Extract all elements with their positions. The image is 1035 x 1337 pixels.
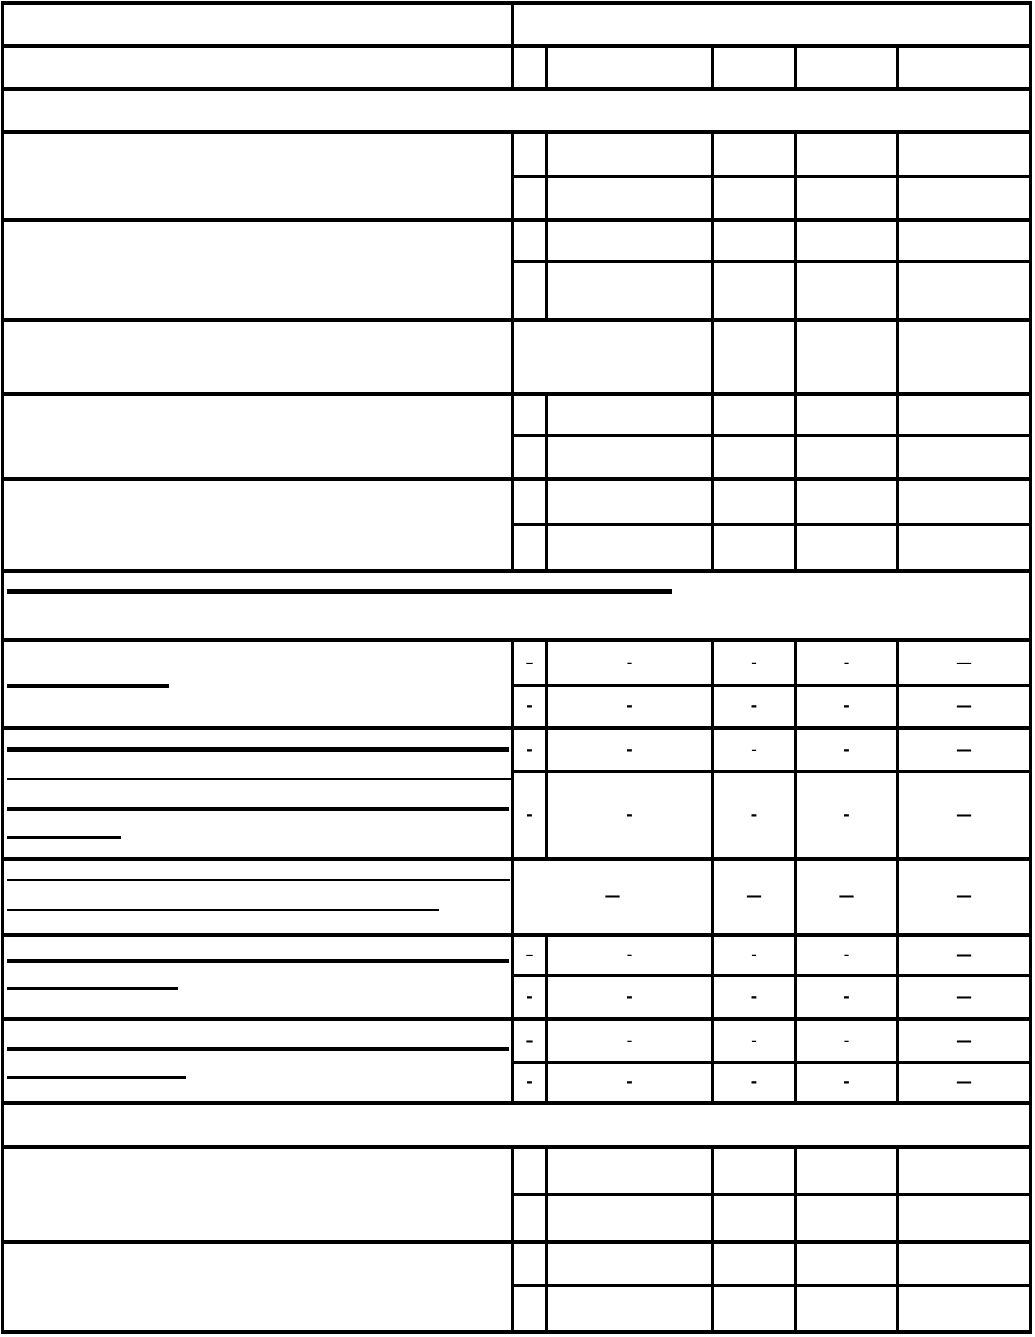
- cell-row14-sub2-colC: -: [750, 1072, 758, 1091]
- cell-row13-sub1-colA: –: [525, 945, 534, 964]
- grid-line-row8-bottom: [4, 569, 1032, 573]
- cell-row10-sub2-colC: -: [750, 696, 758, 715]
- cell-row13-sub2-colE: —: [956, 986, 972, 1006]
- cell-row14-sub1-colE: —: [956, 1030, 972, 1050]
- cell-row11-sub2-colC: -: [750, 804, 758, 824]
- grid-line-colB-divider-seg2: [711, 130, 714, 573]
- cell-row13-sub2-colC: -: [750, 986, 758, 1006]
- grid-line-row2-bottom: [4, 87, 1032, 91]
- cell-row10-sub1-colA: –: [525, 652, 534, 672]
- cell-row14-sub1-colD: -: [843, 1030, 850, 1050]
- cell-row11-sub2-colE: —: [956, 804, 972, 824]
- cell-row12-colBA: —: [604, 886, 621, 905]
- cell-row11-sub2-colD: -: [843, 804, 850, 824]
- grid-line-band3-bottom: [4, 1145, 1032, 1149]
- redacted-underline-section-heading: [7, 589, 672, 594]
- cell-row10-sub1-colE: —: [956, 652, 972, 672]
- cell-row10-sub1-colC: -: [751, 652, 757, 672]
- cell-row13-sub1-colD: -: [843, 945, 850, 964]
- grid-line-left-border: [1, 1, 4, 1334]
- redacted-underline-row13-line2: [7, 987, 178, 990]
- cell-row14-sub2-colE: —: [956, 1072, 972, 1091]
- cell-row11-sub1-colE: —: [956, 739, 972, 759]
- grid-line-main-divider-seg4: [511, 1145, 514, 1334]
- grid-subdivider-row16: [511, 1193, 1032, 1196]
- grid-line-colD-divider-seg2: [896, 130, 899, 573]
- cell-row14-sub1-colB: -: [626, 1030, 633, 1050]
- grid-line-colA-divider-seg3: [545, 392, 548, 572]
- cell-row12-colC: —: [746, 886, 762, 905]
- grid-subdivider-row8: [511, 523, 1032, 526]
- grid-line-colD-divider-seg4: [896, 1145, 899, 1334]
- cell-row11-sub1-colC: -: [751, 739, 757, 759]
- grid-line-colB-divider-seg1: [711, 44, 714, 90]
- grid-subdivider-row7: [511, 434, 1032, 437]
- redacted-underline-row12-line1: [7, 879, 510, 881]
- cell-row14-sub2-colB: -: [626, 1072, 633, 1091]
- grid-line-colD-divider-seg1: [896, 44, 899, 90]
- cell-row11-sub2-colB: -: [626, 804, 633, 824]
- grid-line-main-divider-seg2: [511, 130, 514, 573]
- grid-line-colB-divider-seg4: [711, 1145, 714, 1334]
- cell-row13-sub1-colB: -: [626, 945, 633, 964]
- cell-row11-sub2-colA: -: [526, 804, 533, 824]
- cell-row12-colE: —: [956, 886, 972, 905]
- grid-subdivider-row17: [511, 1284, 1032, 1287]
- cell-row10-sub2-colE: —: [956, 696, 972, 715]
- cell-row11-sub1-colA: -: [526, 739, 533, 759]
- cell-row11-sub1-colD: -: [843, 739, 850, 759]
- cell-row10-sub2-colB: -: [626, 696, 633, 715]
- grid-line-row1-bottom: [4, 44, 1032, 48]
- redacted-underline-row11-line1: [7, 747, 509, 752]
- grid-line-colA-divider-seg6: [545, 1145, 548, 1334]
- redacted-underline-row12-line2: [7, 909, 439, 911]
- redacted-underline-row14-line2: [7, 1076, 186, 1079]
- cell-row14-sub1-colC: -: [751, 1030, 757, 1050]
- grid-line-colC-divider-seg1: [794, 44, 797, 90]
- cell-row14-sub2-colA: -: [526, 1072, 533, 1091]
- grid-line-row5-bottom: [4, 318, 1032, 322]
- cell-row10-sub2-colA: -: [526, 696, 533, 715]
- cell-row13-sub1-colE: —: [956, 945, 972, 964]
- redacted-underline-row10: [7, 684, 169, 688]
- grid-line-band1-bottom: [4, 130, 1032, 134]
- redacted-underline-row11-line3: [7, 807, 509, 811]
- cell-row14-sub2-colD: -: [843, 1072, 850, 1091]
- cell-row13-sub1-colC: -: [751, 945, 757, 964]
- grid-line-row14-bottom: [4, 1101, 1032, 1105]
- grid-line-row6-bottom: [4, 392, 1032, 396]
- grid-line-right-border: [1029, 1, 1032, 1334]
- cell-row13-sub2-colD: -: [843, 986, 850, 1006]
- grid-line-colA-divider-seg2: [545, 130, 548, 321]
- grid-line-colA-divider-seg1: [545, 44, 548, 90]
- grid-line-colC-divider-seg2: [794, 130, 797, 573]
- grid-line-row4-bottom: [4, 218, 1032, 222]
- grid-subdivider-row4: [511, 175, 1032, 178]
- cell-row10-sub2-colD: -: [843, 696, 850, 715]
- grid-line-top-border: [4, 1, 1032, 5]
- cell-row12-colD: —: [838, 886, 855, 905]
- redacted-underline-row11-line2: [7, 778, 512, 780]
- cell-row10-sub1-colB: -: [626, 652, 633, 672]
- grid-line-main-divider-seg1: [511, 1, 514, 90]
- grid-line-row7-bottom: [4, 477, 1032, 481]
- cell-row14-sub1-colA: –: [525, 1030, 534, 1050]
- grid-line-colC-divider-seg4: [794, 1145, 797, 1334]
- redacted-underline-row14-line1: [7, 1047, 509, 1051]
- redacted-underline-row11-line4: [7, 836, 121, 839]
- cell-row13-sub2-colA: -: [526, 986, 533, 1006]
- cell-row13-sub2-colB: -: [626, 986, 633, 1006]
- cell-row10-sub1-colD: -: [843, 652, 850, 672]
- redacted-underline-row13-line1: [7, 959, 509, 963]
- cell-row11-sub1-colB: -: [626, 739, 633, 759]
- grid-line-bottom-border: [4, 1330, 1032, 1334]
- grid-line-row16-bottom: [4, 1240, 1032, 1244]
- grid-subdivider-row5: [511, 260, 1032, 263]
